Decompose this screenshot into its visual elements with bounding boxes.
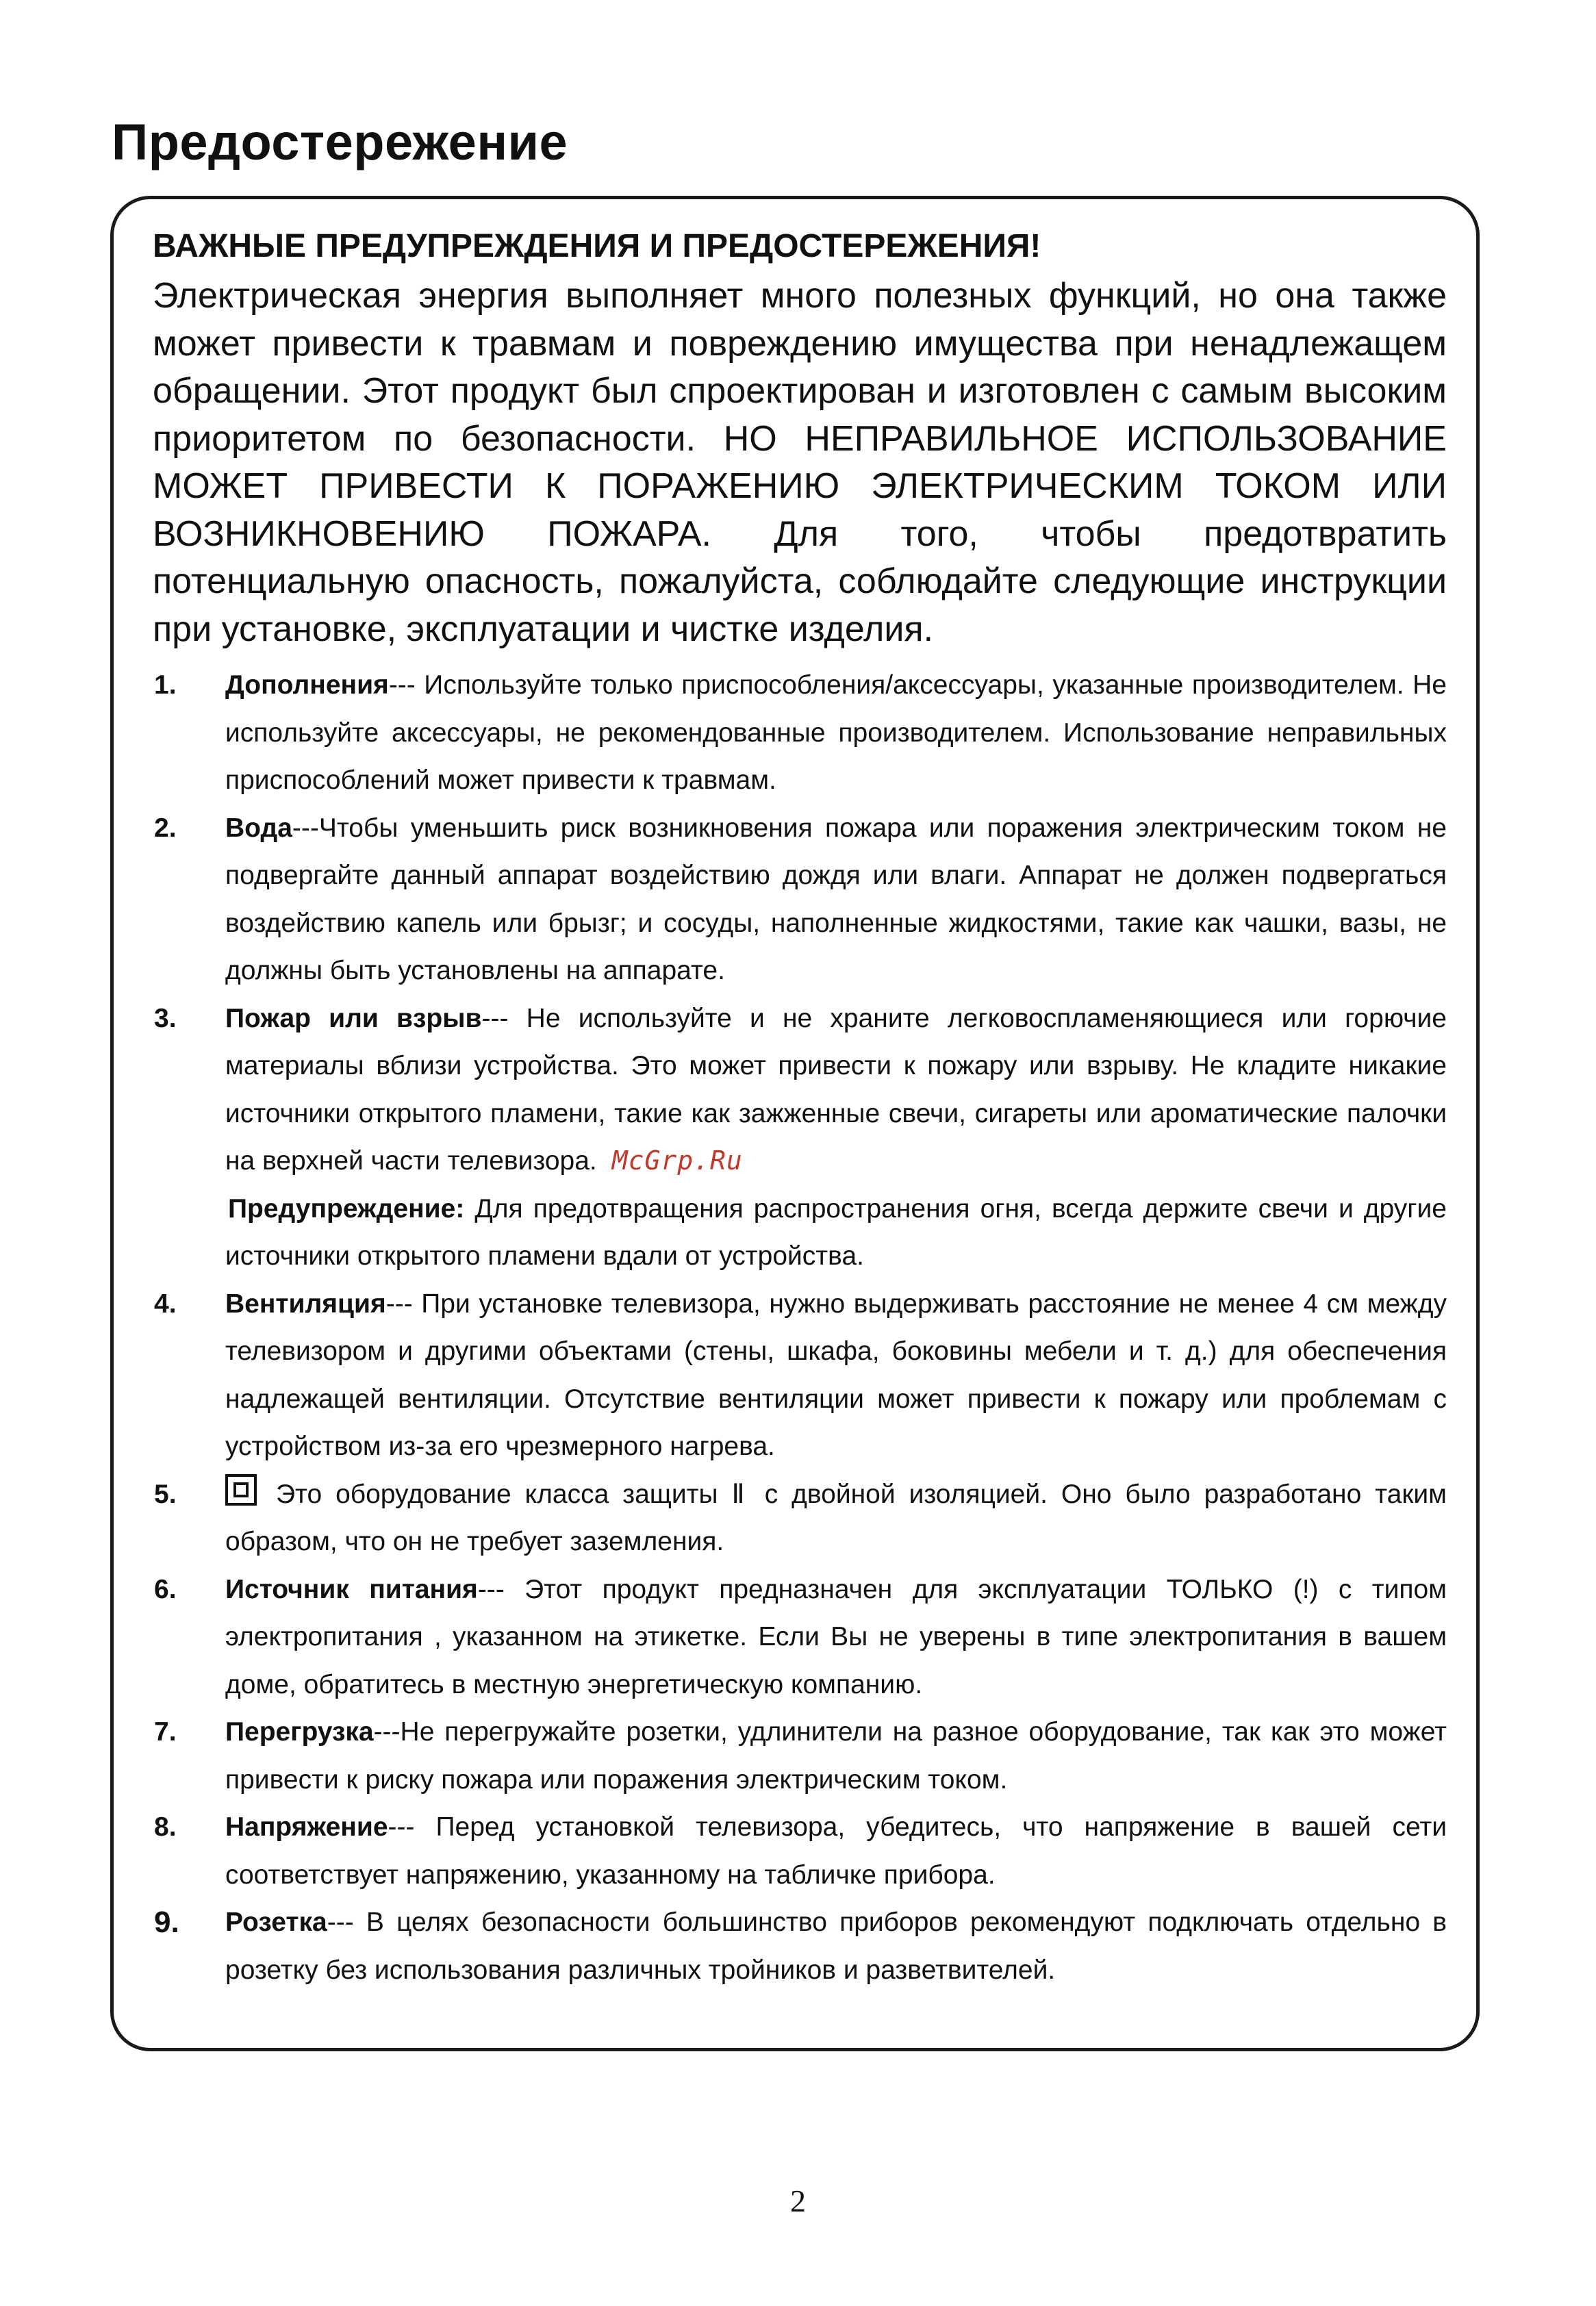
item-text (225, 661, 1447, 804)
list-item-1 (153, 661, 1447, 804)
list-item-3 (153, 995, 1447, 1280)
item-term: Напряжение (225, 1812, 388, 1842)
item-text (225, 1899, 1447, 1994)
item-body: --- Не используйте и не храните легковоспламеняющиеся или горючие материалы вблизи устройства. Это может привести к пожару или взрыву. Не кладите никакие источники открытого пламени, такие как зажженные свечи, сигареты или ароматические палочки на верхней части телевизора. (225, 1003, 1447, 1176)
item-text (225, 1566, 1447, 1709)
item-term: Розетка (225, 1908, 327, 1937)
box-heading: ВАЖНЫЕ ПРЕДУПРЕЖДЕНИЯ И ПРЕДОСТЕРЕЖЕНИЯ! (153, 228, 1041, 264)
item-number: 3. (154, 1003, 177, 1033)
item-term: Вода (225, 813, 292, 843)
item-term: Пожар или взрыв (225, 1003, 482, 1033)
item-text (225, 804, 1447, 995)
item-text (225, 1280, 1447, 1471)
warning-term: Предупреждение: (228, 1193, 465, 1224)
item-body: --- При установке телевизора, нужно выдерживать расстояние не менее 4 см между телевизором и другими объектами (стены, шкафа, боковины мебели и т. д.) для обеспечения надлежащей вентиляции. Отсутствие вентиляции может привести к пожару или проблемам с устройством из-за его чрезмерного нагрева. (225, 1289, 1447, 1461)
item-term: Вентиляция (225, 1289, 386, 1319)
list-item-9 (153, 1899, 1447, 1994)
warning-body: Для предотвращения распространения огня, всегда держите свечи и другие источники открытого пламени вдали от устройства. (225, 1193, 1447, 1271)
item-text (225, 1471, 1447, 1566)
item-text (225, 1803, 1447, 1899)
item-number: 7. (154, 1717, 177, 1747)
warning-note (225, 1185, 1447, 1280)
item-number: 9. (154, 1905, 179, 1939)
item-text (225, 1708, 1447, 1803)
safety-list (153, 661, 1447, 1994)
page-number: 2 (790, 2183, 806, 2218)
page-title: Предостережение (112, 114, 568, 170)
item-body: --- Перед установкой телевизора, убедитесь, что напряжение в вашей сети соответствует напряжению, указанному на табличке прибора. (225, 1812, 1447, 1890)
item-number: 6. (154, 1574, 177, 1604)
item-number: 2. (154, 813, 177, 843)
item-body: --- В целях безопасности большинство приборов рекомендуют подключать отдельно в розетку без использования различных тройников и разветвителей. (225, 1908, 1447, 1985)
item-term: Перегрузка (225, 1717, 374, 1747)
list-item-4 (153, 1280, 1447, 1471)
item-number: 4. (154, 1289, 177, 1319)
list-item-5 (153, 1471, 1447, 1566)
item-term: Источник питания (225, 1574, 478, 1604)
item-body: ---Чтобы уменьшить риск возникновения пожара или поражения электрическим током не подвергайте данный аппарат воздействию дождя или влаги. Аппарат не должен подвергаться воздействию капель или брызг; и сосуды, наполненные жидкостями, такие как чашки, вазы, не должны быть установлены на аппарате. (225, 813, 1447, 985)
list-item-2 (153, 804, 1447, 995)
list-item-7 (153, 1708, 1447, 1803)
item-text (225, 995, 1447, 1185)
item-body: ---Не перегружайте розетки, удлинители на разное оборудование, так как это может привести к риску пожара или поражения электрическим током. (225, 1717, 1447, 1795)
item-body: --- Этот продукт предназначен для эксплуатации ТОЛЬКО (!) с типом электропитания , указанном на этикетке. Если Вы не уверены в типе электропитания в вашем доме, обратитесь в местную энергетическую компанию. (225, 1574, 1447, 1699)
double-insulation-icon (225, 1474, 257, 1506)
item-body: Это оборудование класса защиты Ⅱ с двойной изоляцией. Оно было разработано таким образом, что он не требует заземления. (225, 1479, 1447, 1556)
list-item-8 (153, 1803, 1447, 1899)
list-item-6 (153, 1566, 1447, 1709)
item-body: --- Используйте только приспособления/аксессуары, указанные производителем. Не используйте аксессуары, не рекомендованные производителем. Использование неправильных приспособлений может привести к травмам. (225, 670, 1447, 795)
item-number: 5. (154, 1479, 177, 1509)
item-number: 1. (154, 670, 177, 700)
watermark: McGrp.Ru (611, 1145, 743, 1176)
intro-paragraph: Электрическая энергия выполняет много полезных функций, но она также может привести к травмам и повреждению имущества при ненадлежащем обращении. Этот продукт был спроектирован и изготовлен с самым высоким приоритетом по безопасности. НО НЕПРАВИЛЬНОЕ ИСПОЛЬЗОВАНИЕ МОЖЕТ ПРИВЕСТИ К ПОРАЖЕНИЮ ЭЛЕКТРИЧЕСКИМ ТОКОМ ИЛИ ВОЗНИКНОВЕНИЮ ПОЖАРА. Для того, чтобы предотвратить потенциальную опасность, пожалуйста, соблюдайте следующие инструкции при установке, эксплуатации и чистке изделия. (153, 276, 1447, 649)
item-term: Дополнения (225, 670, 389, 700)
item-number: 8. (154, 1812, 177, 1842)
